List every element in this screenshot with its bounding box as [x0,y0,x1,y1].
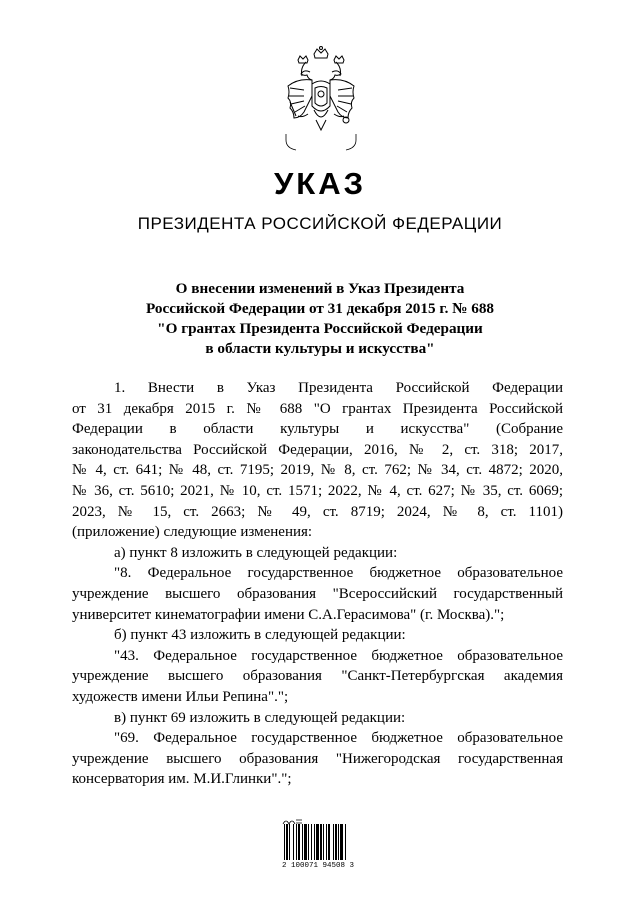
body-line: учреждение высшего образования "Нижегородская государственная [72,750,563,767]
body-line: "8. Федеральное государственное бюджетное образовательное [114,565,563,582]
issuer-subtitle: ПРЕЗИДЕНТА РОССИЙСКОЙ ФЕДЕРАЦИИ [137,214,503,233]
body-line: а) пункт 8 изложить в следующей редакции: [114,544,398,561]
document-type-title: УКАЗ [273,166,366,201]
body-line: учреждение высшего образования "Всероссийский государственный [72,585,563,602]
body-line: консерватория им. М.И.Глинки"."; [72,771,292,788]
barcode-number: 2 100071 94508 3 [282,862,355,870]
body-line: от 31 декабря 2015 г. № 688 "О грантах Президента Российской [72,400,563,417]
body-line: "69. Федеральное государственное бюджетное образовательное [114,730,563,747]
body-line: университет кинематографии имени С.А.Герасимова" (г. Москва)."; [72,606,505,623]
body-line: 2023, № 15, ст. 2663; № 49, ст. 8719; 2024, № 8, ст. 1101) [72,503,563,520]
body-line: художеств имени Ильи Репина"."; [72,688,289,705]
body-line: 1. Внести в Указ Президента Российской Федерации [114,380,563,396]
body-line: в) пункт 69 изложить в следующей редакции: [114,709,406,726]
body-line: № 4, ст. 641; № 48, ст. 7195; 2019, № 8, ст. 762; № 34, ст. 4872; 2020, [72,462,563,479]
coat-of-arms-emblem [276,44,366,154]
heading-line: в области культуры и искусства" [205,340,435,357]
body-line: (приложение) следующие изменения: [72,524,313,541]
body-line: законодательства Российской Федерации, 2016, № 2, ст. 318; 2017, [72,441,563,458]
body-line: Федерации в области культуры и искусства" (Собрание [72,421,563,438]
heading-line: "О грантах Президента Российской Федерации [157,320,483,337]
decree-body [72,378,563,790]
barcode-bars [282,824,362,860]
body-line: "43. Федеральное государственное бюджетное образовательное [114,647,563,664]
body-line: учреждение высшего образования "Санкт-Петербургская академия [72,668,563,685]
body-line: б) пункт 43 изложить в следующей редакции: [114,627,406,644]
body-line: № 36, ст. 5610; 2021, № 10, ст. 1571; 2022, № 4, ст. 627; № 35, ст. 6069; [72,482,563,499]
document-barcode [282,818,362,872]
decree-heading [0,279,640,359]
heading-line: Российской Федерации от 31 декабря 2015 г. № 688 [145,300,495,317]
heading-line: О внесении изменений в Указ Президента [175,280,465,297]
